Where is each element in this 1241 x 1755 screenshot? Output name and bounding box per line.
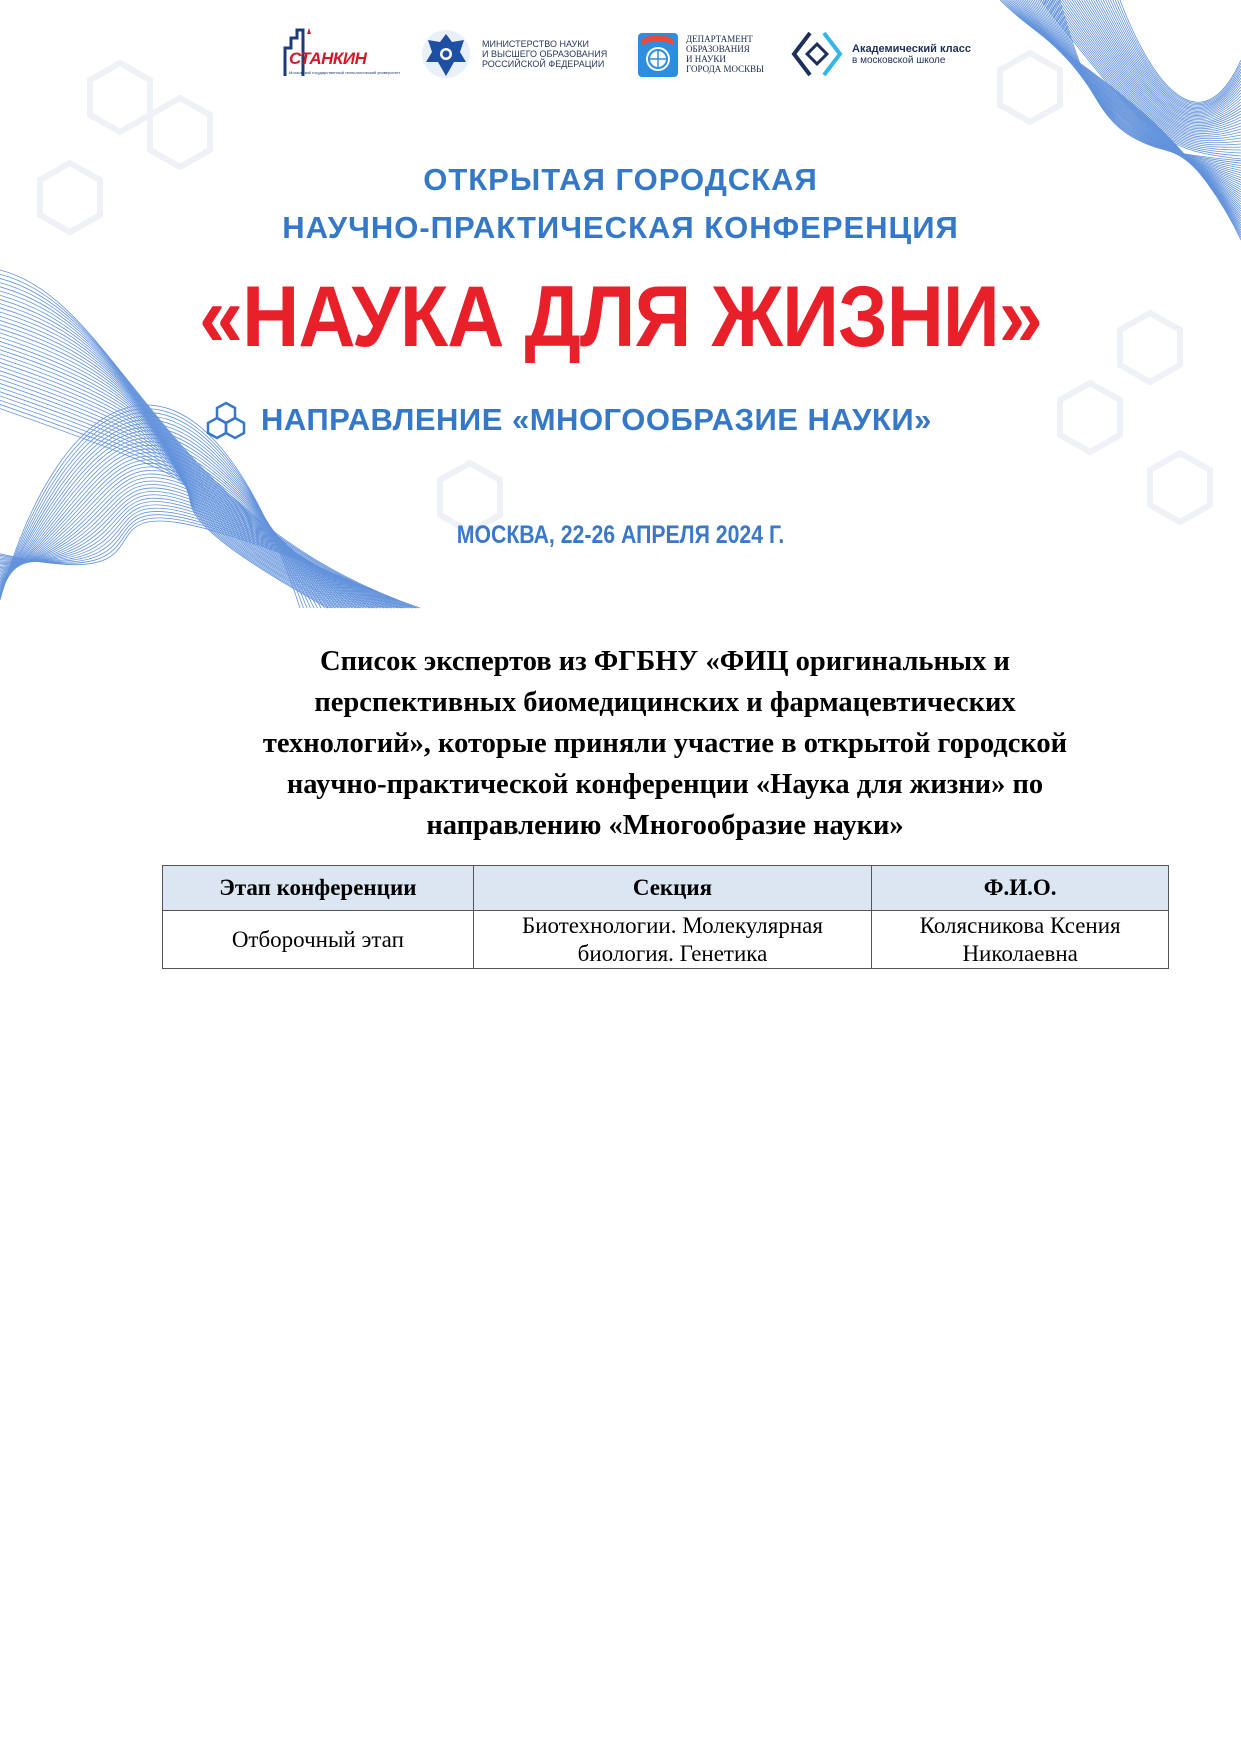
book-globe-icon bbox=[636, 27, 680, 81]
direction-heading bbox=[205, 400, 932, 440]
table-row bbox=[163, 911, 1169, 969]
title-line: Список экспертов из ФГБНУ «ФИЦ оригинальных и bbox=[320, 646, 1010, 677]
experts-table bbox=[162, 865, 1169, 969]
ministry-line3: РОССИЙСКОЙ ФЕДЕРАЦИИ bbox=[482, 59, 605, 69]
section-line: Биотехнологии. Молекулярная bbox=[522, 913, 823, 938]
title-line: научно-практической конференции «Наука для жизни» по bbox=[286, 769, 1044, 800]
svg-text:СТАНКИН: СТАНКИН bbox=[289, 49, 367, 68]
heading-line-2: НАУЧНО-ПРАКТИЧЕСКАЯ КОНФЕРЕНЦИЯ bbox=[282, 210, 959, 245]
stankin-logo bbox=[279, 22, 401, 86]
cell-section bbox=[473, 911, 872, 969]
stankin-emblem-icon bbox=[279, 24, 401, 84]
department-logo bbox=[636, 22, 764, 86]
title-line: направлению «Многообразие науки» bbox=[426, 810, 904, 841]
main-title: «НАУКА ДЛЯ ЖИЗНИ» bbox=[199, 269, 1042, 365]
svg-text:Московский государственный тех: Московский государственный технологический университет bbox=[289, 70, 401, 75]
conference-banner bbox=[0, 0, 1241, 608]
header-section: Секция bbox=[473, 866, 872, 911]
section-line: биология. Генетика bbox=[577, 941, 768, 966]
molecule-icon bbox=[205, 400, 247, 440]
ministry-line2: И ВЫСШЕГО ОБРАЗОВАНИЯ bbox=[482, 49, 608, 59]
header-name: Ф.И.О. bbox=[872, 866, 1169, 911]
academic-class-icon bbox=[790, 27, 844, 81]
title-line: перспективных биомедицинских и фармацевтических bbox=[314, 687, 1016, 718]
ministry-line1: МИНИСТЕРСТВО НАУКИ bbox=[482, 39, 589, 49]
header-stage: Этап конференции bbox=[163, 866, 474, 911]
document-title bbox=[160, 641, 1170, 846]
title-line: технологий», которые приняли участие в открытой городской bbox=[262, 728, 1068, 759]
academic-class-subtitle: в московской школе bbox=[852, 54, 946, 66]
department-line4: ГОРОДА МОСКВЫ bbox=[686, 64, 765, 74]
table-header-row bbox=[163, 866, 1169, 911]
academic-class-title: Академический класс bbox=[852, 42, 971, 55]
direction-text: НАПРАВЛЕНИЕ «МНОГООБРАЗИЕ НАУКИ» bbox=[261, 402, 932, 437]
cell-name bbox=[872, 911, 1169, 969]
double-headed-eagle-icon bbox=[418, 24, 474, 84]
department-line2: ОБРАЗОВАНИЯ bbox=[686, 44, 750, 54]
cell-stage: Отборочный этап bbox=[163, 911, 474, 969]
name-line: Николаевна bbox=[962, 941, 1078, 966]
partner-logos bbox=[0, 22, 1241, 92]
department-line3: И НАУКИ bbox=[686, 54, 726, 64]
academic-class-logo bbox=[790, 22, 971, 86]
heading-line-1: ОТКРЫТАЯ ГОРОДСКАЯ bbox=[423, 162, 818, 197]
department-line1: ДЕПАРТАМЕНТ bbox=[686, 34, 753, 44]
conference-date: МОСКВА, 22-26 АПРЕЛЯ 2024 Г. bbox=[456, 521, 785, 549]
name-line: Колясникова Ксения bbox=[919, 913, 1121, 938]
ministry-logo bbox=[418, 22, 607, 86]
